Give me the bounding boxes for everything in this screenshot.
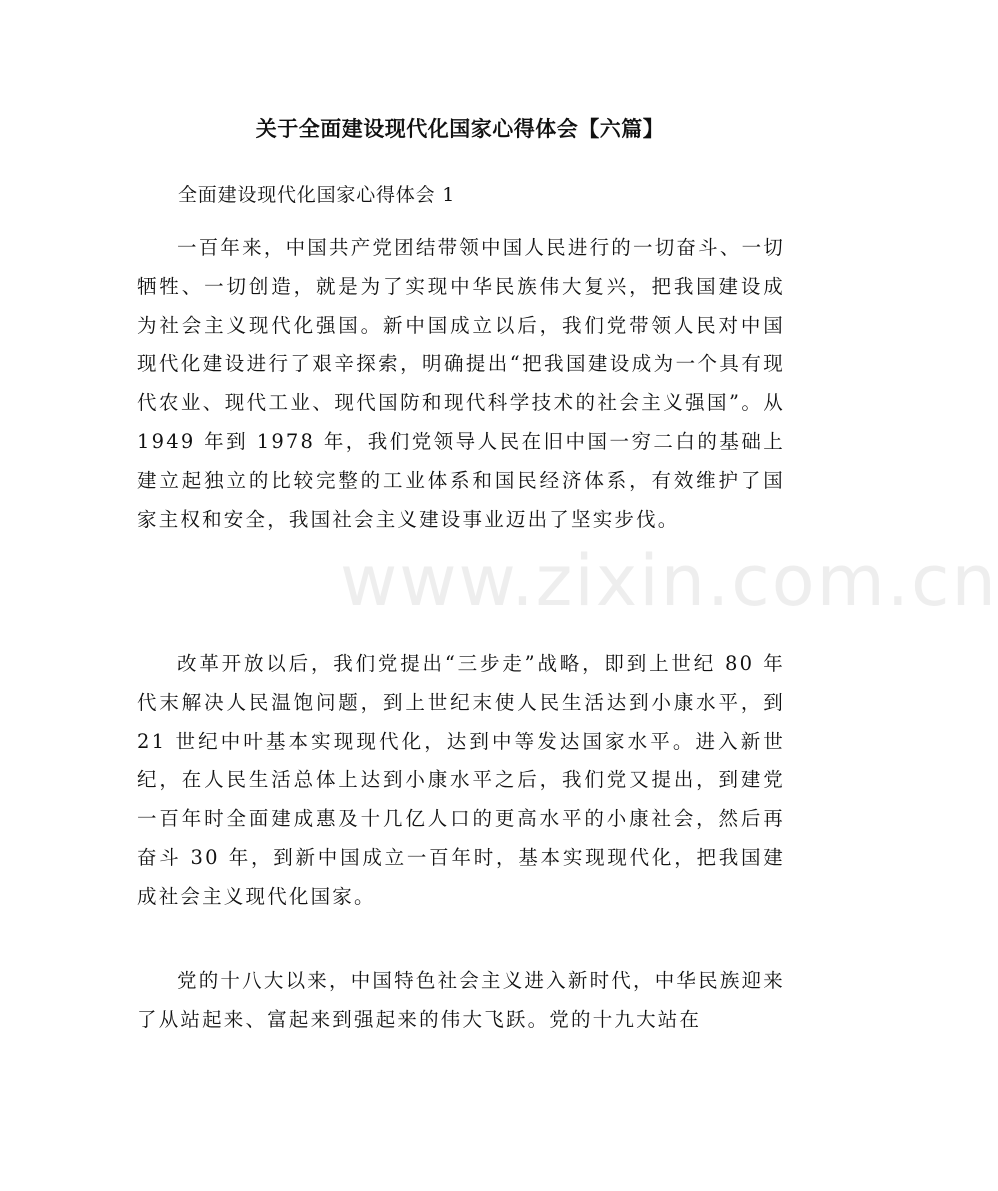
- section-heading: 全面建设现代化国家心得体会 1: [178, 184, 456, 206]
- paragraph-3: 党的十八大以来，中国特色社会主义进入新时代，中华民族迎来了从站起来、富起来到强起来的伟大飞跃。党的十九大站在: [137, 969, 785, 1031]
- document-title: 关于全面建设现代化国家心得体会【六篇】: [255, 117, 665, 141]
- paragraph-1: 一百年来，中国共产党团结带领中国人民进行的一切奋斗、一切牺牲、一切创造，就是为了实现中华民族伟大复兴，把我国建设成为社会主义现代化强国。新中国成立以后，我们党带领人民对中国现代化建设进行了艰辛探索，明确提出“把我国建设成为一个具有现代农业、现代工业、现代国防和现代科学技术的社会主义强国”。从 1949 年到 1978 年，我们党领导人民在旧中国一穷二白的基础上建立起独立的比较完整的工业体系和国民经济体系，有效维护了国家主权和安全，我国社会主义建设事业迈出了坚实步伐。: [137, 236, 785, 531]
- watermark: www.zixin.com.cn: [340, 540, 998, 622]
- paragraph-2: 改革开放以后，我们党提出“三步走”战略，即到上世纪 80 年代末解决人民温饱问题，到上世纪末使人民生活达到小康水平，到 21 世纪中叶基本实现现代化，达到中等发达国家水平。进入新世纪，在人民生活总体上达到小康水平之后，我们党又提出，到建党一百年时全面建成惠及十几亿人口的更高水平的小康社会，然后再奋斗 30 年，到新中国成立一百年时，基本实现现代化，把我国建成社会主义现代化国家。: [137, 652, 785, 908]
